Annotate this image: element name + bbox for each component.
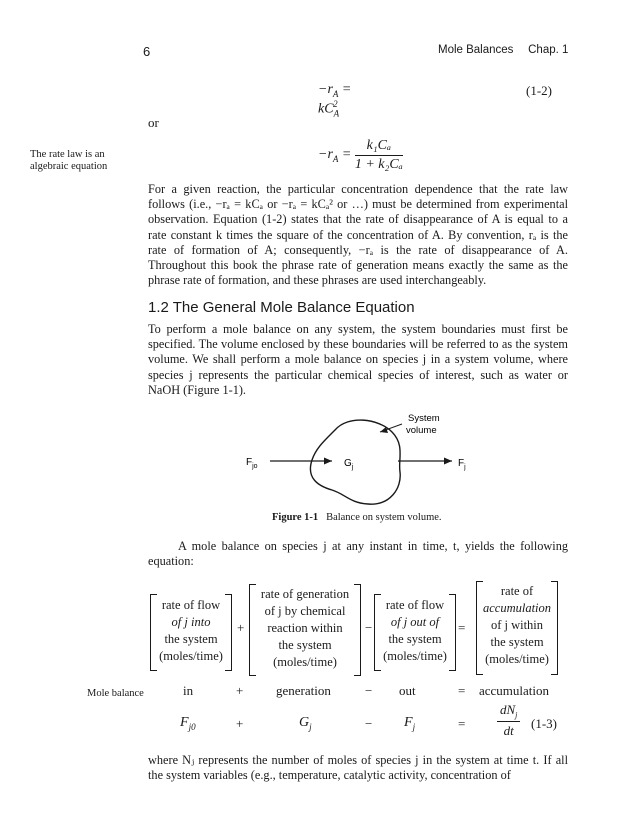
paragraph-mole-balance-intro: A mole balance on species j at any instant in time, t, yields the following equation:	[148, 539, 568, 569]
word-minus: −	[365, 683, 373, 698]
word-equals: =	[458, 683, 466, 698]
figure-system-volume	[240, 410, 490, 510]
symbol-derivative: $\frac{dN_j}{dt}$	[497, 702, 520, 739]
box-generation: rate of generation of j by chemical reaction within the system (moles/time)	[249, 584, 361, 676]
symbol-fj: $F_j$	[404, 715, 416, 732]
word-out: out	[399, 683, 416, 698]
symbol-minus: −	[365, 716, 373, 731]
outlet-label: $F_j$	[458, 458, 466, 471]
word-plus: +	[236, 683, 244, 698]
figure-caption	[272, 512, 442, 523]
box-rate-in: rate of flow of j into the system (moles/time)	[150, 594, 232, 671]
symbol-fj0: $F_{j0}$	[180, 715, 196, 732]
word-in: in	[183, 683, 194, 698]
fraction-denominator: 1 + k₂Cₐ	[354, 157, 403, 172]
or-word: or	[148, 115, 159, 130]
section-heading: 1.2 The General Mole Balance Equation	[148, 299, 415, 316]
symbol-gj: $G_j$	[299, 715, 312, 732]
paragraph-moles-definition: where Nⱼ represents the number of moles of species j in the system at time t. If all the system variables (e.g., temperature, catalytic activity, concentration of	[148, 753, 568, 783]
op-plus: +	[237, 620, 245, 635]
page-number: 6	[143, 44, 151, 59]
system-label-2: volume	[406, 425, 437, 436]
op-equals: =	[458, 620, 466, 635]
word-accumulation: accumulation	[479, 683, 550, 698]
margin-note-rate-law: The rate law is an algebraic equation	[30, 149, 108, 172]
margin-note-mole-balance: Mole balance	[87, 688, 144, 699]
op-minus: −	[365, 620, 373, 635]
generation-label: $G_j$	[344, 458, 354, 471]
equation-rate-law-alt: $-r_A$ = $\frac{\text{k₁Cₐ}}{\text{1 + k₂Cₐ}}$	[318, 138, 403, 172]
word-generation: generation	[276, 683, 331, 698]
inlet-label: $F_{jo}$	[246, 457, 258, 470]
symbol-plus: +	[236, 716, 244, 731]
figure-caption-label: Figure 1-1	[272, 512, 319, 523]
fraction-numerator: k₁Cₐ	[355, 138, 403, 156]
figure-caption-text: Balance on system volume.	[326, 512, 442, 523]
equation-number-1-3: (1-3)	[531, 716, 557, 731]
equation-number-1-2: (1-2)	[526, 83, 552, 98]
box-rate-out: rate of flow of j out of the system (moles/time)	[374, 594, 456, 671]
paragraph-system-volume: To perform a mole balance on any system, the system boundaries must first be specified. The volume enclosed by these boundaries will be referred to as the system volume. We shall perform a mole balance on species j in a system volume, where species j represents the particular chemical species of interest, such as water or NaOH (Figure 1-1).	[148, 322, 568, 397]
box-accumulation: rate of accumulation of j within the system (moles/time)	[476, 581, 558, 675]
system-label-1: System	[408, 413, 440, 424]
running-head: Mole Balances Chap. 1	[438, 44, 569, 56]
symbol-equals: =	[458, 716, 466, 731]
paragraph-rate-law: For a given reaction, the particular concentration dependence that the rate law follows (i.e., −rₐ = kCₐ or −rₐ = kCₐ² or …) must be determined from experimental observation. Equation (1-2) states that the rate of disappearance of A is equal to a rate constant k times the square of the concentration of A. By convention, rₐ is the rate of formation of A; consequently, −rₐ is the rate of disappearance of A. Throughout this book the phrase rate of generation means exactly the same as the phrase rate of formation, and these phrases are used interchangeably.	[148, 182, 568, 288]
equation-1-2: $-r_A = kC_A^2$	[318, 82, 352, 119]
